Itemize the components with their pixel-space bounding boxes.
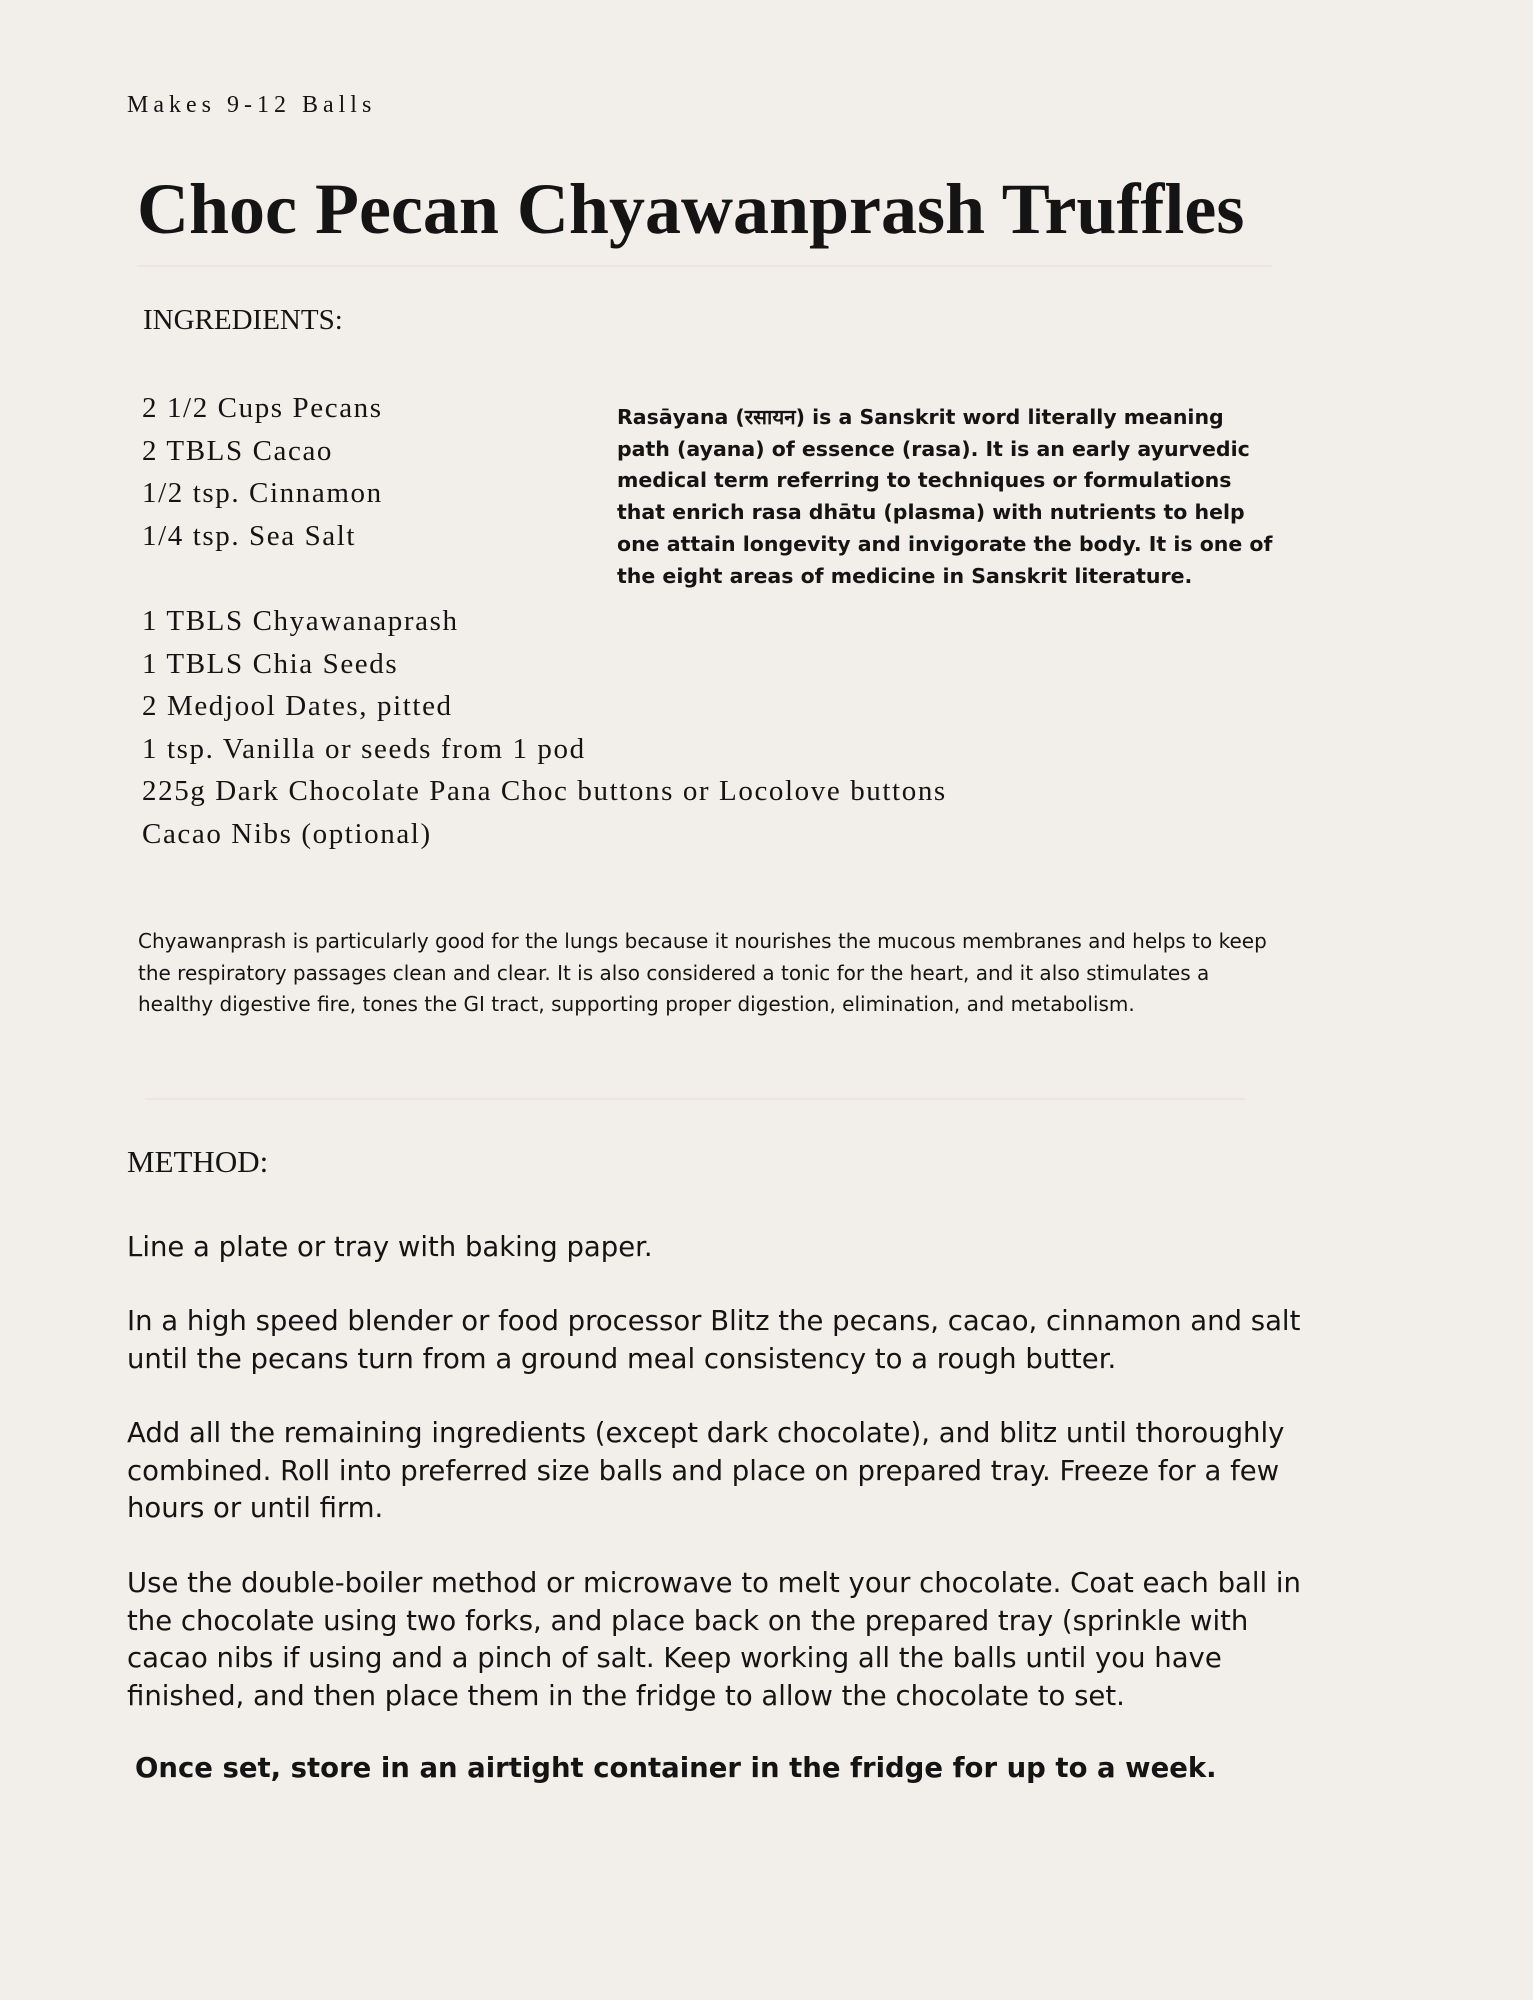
section-divider [145, 1098, 1245, 1100]
page-title: Choc Pecan Chyawanprash Truffles [137, 169, 1245, 249]
method-step: Add all the remaining ingredients (except dark chocolate), and blitz until thoroughly combined. Roll into preferred size balls and place on prepared tray. Freeze for a few hours or until firm. [127, 1417, 1285, 1524]
ingredient-item: 1/4 tsp. Sea Salt [142, 519, 357, 552]
ingredient-item: 1 TBLS Chyawanaprash [142, 605, 459, 637]
storage-note: Once set, store in an airtight container in the fridge for up to a week. [135, 1752, 1217, 1784]
ingredient-item: 1 tsp. Vanilla or seeds from 1 pod [142, 732, 586, 765]
method-step: Use the double-boiler method or microwave to melt your chocolate. Coat each ball in the chocolate using two forks, and place back on the prepared tray (sprinkle with cacao nibs if using and a pinch of salt. Keep working all the balls until you have finished, and then place them in the fridge to allow the chocolate to set. [127, 1567, 1301, 1712]
ingredient-item: 1 TBLS Chia Seeds [142, 647, 399, 680]
yield-label: Makes 9-12 Balls [127, 92, 377, 118]
ingredients-heading: INGREDIENTS: [143, 304, 343, 336]
method-heading: METHOD: [127, 1144, 269, 1179]
ingredient-item: 1/2 tsp. Cinnamon [142, 477, 383, 509]
ingredients-group-dry [142, 387, 383, 557]
ingredient-item: 225g Dark Chocolate Pana Choc buttons or Locolove buttons [142, 775, 947, 807]
ingredients-group-wet [142, 600, 947, 855]
title-divider [137, 265, 1272, 267]
ingredient-item: 2 1/2 Cups Pecans [142, 392, 383, 424]
method-step: In a high speed blender or food processor Blitz the pecans, cacao, cinnamon and salt until the pecans turn from a ground meal consistency to a rough butter. [127, 1305, 1301, 1375]
ingredient-item: 2 TBLS Cacao [142, 434, 334, 467]
method-step: Line a plate or tray with baking paper. [127, 1231, 653, 1263]
ingredient-item: 2 Medjool Dates, pitted [142, 690, 453, 722]
ingredient-item: Cacao Nibs (optional) [142, 817, 432, 850]
rasayana-note: Rasāyana (रसायन) is a Sanskrit word literally meaning path (ayana) of essence (rasa). It is an early ayurvedic medical term referring to techniques or formulations that enrich rasa dhātu (plasma) with nutrients to help one attain longevity and invigorate the body. It is one of the eight areas of medicine in Sanskrit literature. [617, 405, 1273, 588]
chyawanprash-note: Chyawanprash is particularly good for the lungs because it nourishes the mucous membranes and helps to keep the respiratory passages clean and clear. It is also considered a tonic for the heart, and it also stimulates a healthy digestive fire, tones the GI tract, supporting proper digestion, elimination, and metabolism. [138, 929, 1267, 1016]
